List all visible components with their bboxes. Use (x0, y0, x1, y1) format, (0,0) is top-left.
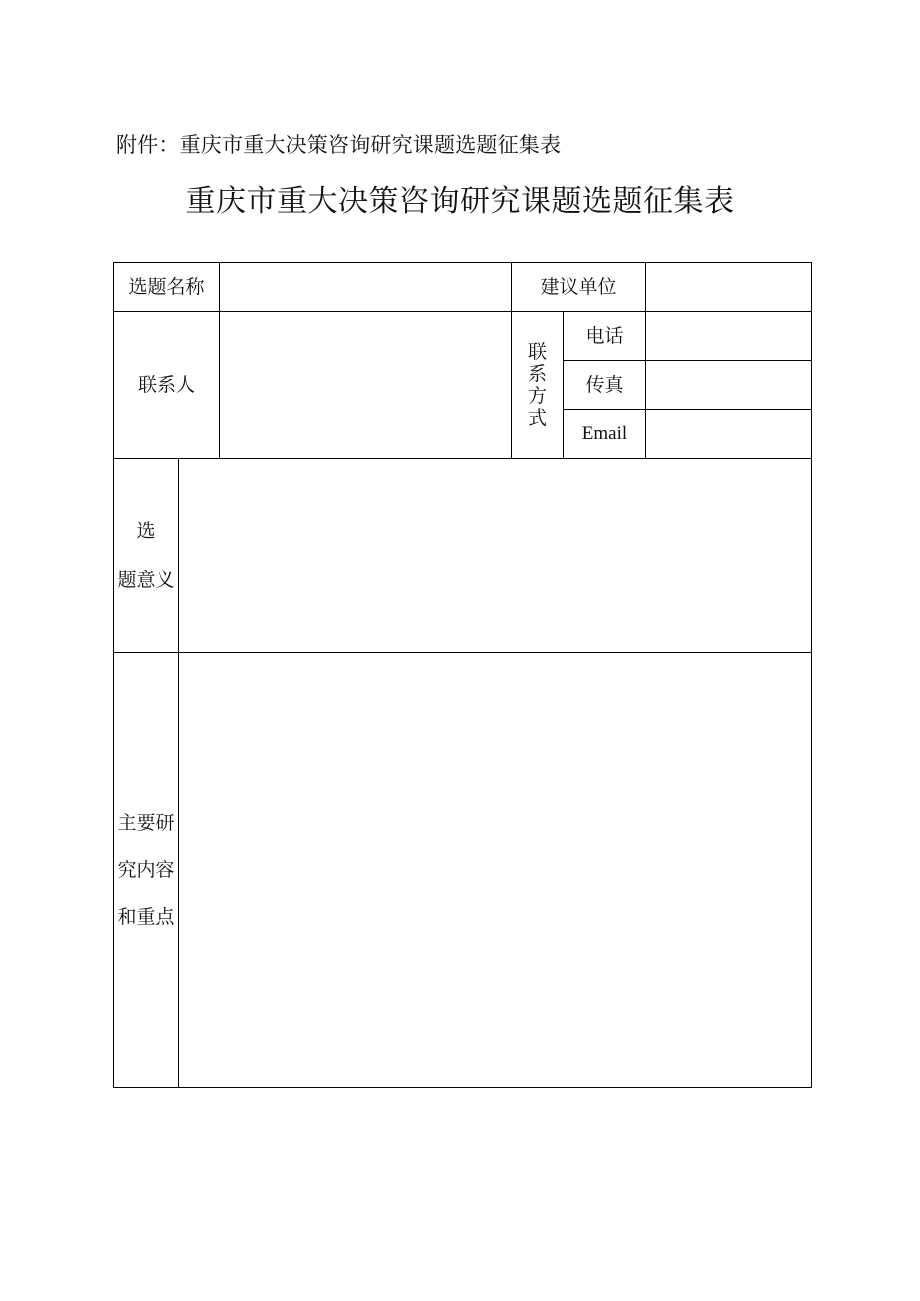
fax-label: 传真 (585, 374, 624, 396)
topic-name-field[interactable] (220, 263, 511, 311)
contact-method-char: 式 (527, 407, 547, 429)
significance-field[interactable] (179, 459, 811, 652)
significance-label (114, 459, 178, 652)
table-border-right (811, 262, 812, 1088)
email-label: Email (581, 423, 628, 444)
contact-person-label: 联系人 (137, 374, 195, 396)
table-border-bottom (113, 1087, 812, 1088)
significance-label-line2: 题意义 (117, 569, 175, 591)
attachment-line: 附件：重庆市重大决策咨询研究课题选题征集表 (116, 133, 562, 157)
contact-method-label (512, 312, 563, 458)
topic-name-label: 选题名称 (128, 276, 205, 298)
content-label-line2: 究内容 (117, 858, 175, 881)
contact-method-char: 联 (527, 341, 547, 363)
contact-method-char: 系 (527, 363, 547, 385)
phone-field[interactable] (646, 312, 811, 360)
content-label-line1: 主要研 (117, 811, 175, 834)
contact-person-field[interactable] (220, 312, 511, 458)
significance-label-line1: 选 (136, 520, 156, 542)
phone-label: 电话 (585, 325, 624, 347)
content-field[interactable] (179, 653, 811, 1087)
contact-method-char: 方 (527, 385, 547, 407)
fax-field[interactable] (646, 361, 811, 409)
suggesting-unit-field[interactable] (646, 263, 811, 311)
suggesting-unit-label: 建议单位 (540, 276, 617, 298)
form-title: 重庆市重大决策咨询研究课题选题征集表 (185, 184, 735, 219)
content-label (114, 653, 178, 1087)
email-field[interactable] (646, 410, 811, 458)
content-label-line3: 和重点 (117, 905, 175, 928)
